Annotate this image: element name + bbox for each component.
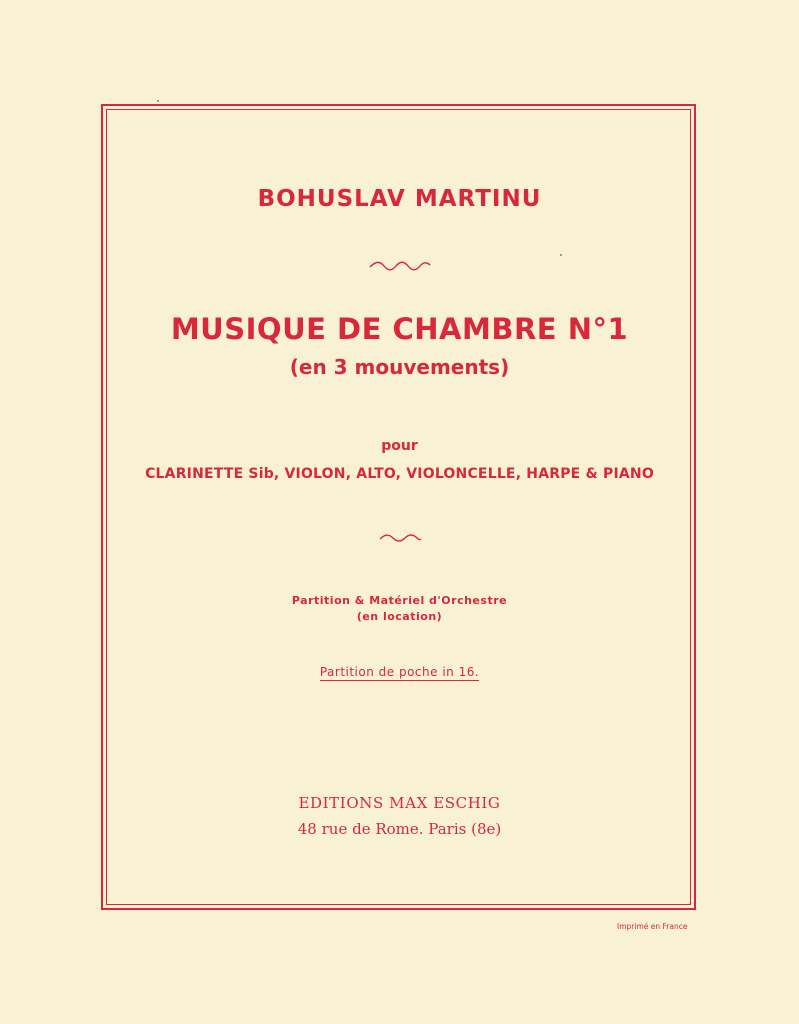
work-subtitle: (en 3 mouvements) bbox=[289, 355, 510, 379]
paper-fleck bbox=[560, 254, 562, 256]
pocket-score-text: Partition de poche in 16. bbox=[319, 665, 480, 679]
material-note: (en location) bbox=[356, 610, 443, 623]
composer-name: BOHUSLAV MARTINU bbox=[257, 186, 542, 212]
paper-fleck bbox=[157, 100, 159, 102]
instrumentation: CLARINETTE Sib, VIOLON, ALTO, VIOLONCELLE, HARPE & PIANO bbox=[145, 466, 654, 482]
inner-border bbox=[106, 109, 691, 905]
ornament-flourish-icon bbox=[101, 530, 698, 544]
material-line: Partition & Matériel d'Orchestre bbox=[291, 594, 508, 607]
work-title: MUSIQUE DE CHAMBRE N°1 bbox=[170, 312, 629, 346]
pocket-score-note bbox=[101, 665, 698, 679]
imprint-note: Imprimé en France bbox=[617, 922, 688, 931]
publisher-address: 48 rue de Rome. Paris (8e) bbox=[297, 820, 502, 838]
publisher-name: EDITIONS MAX ESCHIG bbox=[298, 794, 501, 812]
material-info bbox=[101, 593, 698, 625]
pour-label: pour bbox=[381, 438, 418, 454]
ornament-flourish-icon bbox=[101, 258, 698, 272]
